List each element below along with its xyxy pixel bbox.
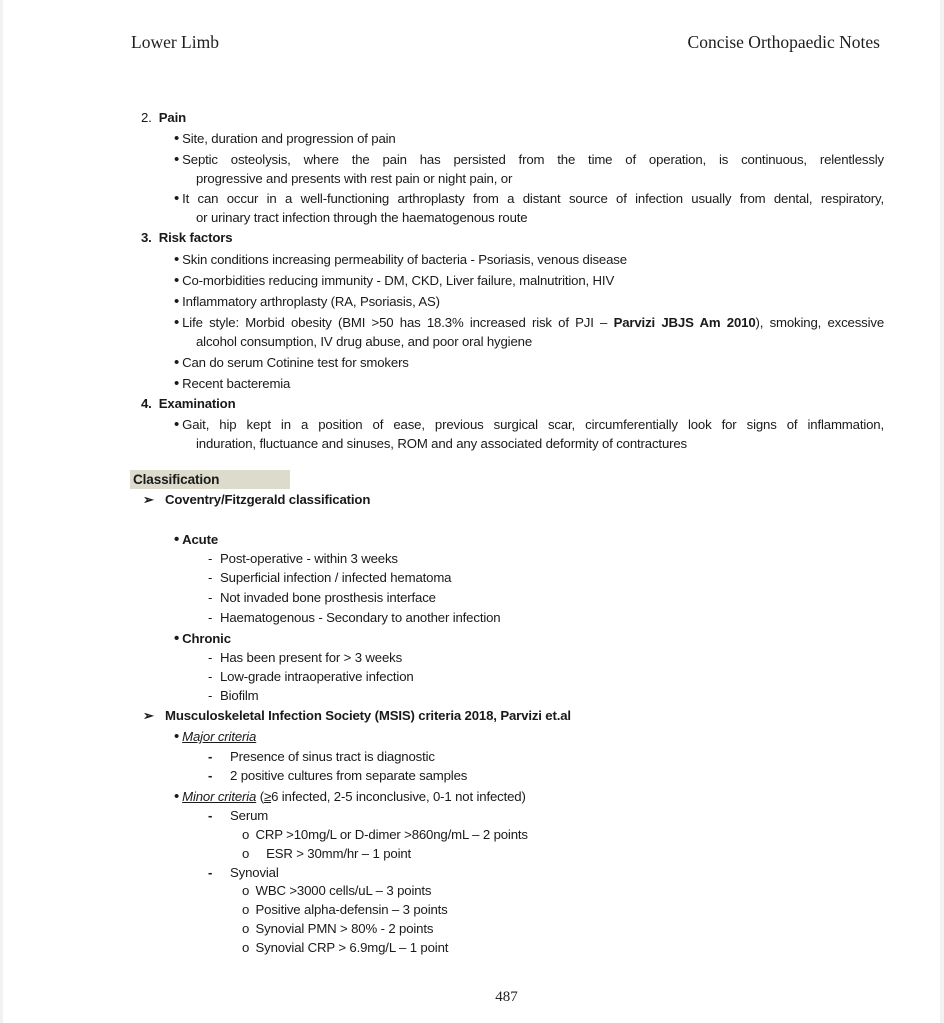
text-run: Serum: [230, 808, 269, 823]
page-number: 487: [495, 989, 518, 1005]
text-run: Site, duration and progression of pain: [182, 131, 396, 146]
list-item: [208, 549, 398, 569]
acute-label: [174, 530, 218, 550]
citation: Parvizi JBJS Am 2010: [613, 315, 756, 330]
list-item: [174, 189, 884, 209]
text-run: -: [208, 650, 213, 665]
list-item: [242, 825, 528, 845]
text-run: 2.: [141, 110, 152, 125]
text-run: o: [242, 902, 250, 917]
text-run: Synovial PMN > 80% - 2 points: [255, 921, 434, 936]
text-run: Recent bacteremia: [182, 376, 291, 391]
text-run: 2 positive cultures from separate samples: [230, 768, 468, 783]
coventry-heading: [143, 490, 370, 510]
text-run: Low-grade intraoperative infection: [220, 669, 414, 684]
text-run: Presence of sinus tract is diagnostic: [230, 749, 435, 764]
text-run: -: [208, 590, 213, 605]
text-run: Inflammatory arthroplasty (RA, Psoriasis, AS): [182, 294, 440, 309]
text-run: ≥: [263, 789, 272, 804]
text-run: o: [242, 883, 250, 898]
list-item-continuation: or urinary tract infection through the haematogenous route: [196, 210, 528, 225]
major-criteria-label: [174, 727, 256, 747]
list-item: [174, 250, 627, 270]
list-item: [174, 353, 409, 373]
text-run: Minor criteria: [182, 789, 257, 804]
list-item: [208, 568, 451, 588]
list-item: [242, 919, 433, 939]
text-run: Superficial infection / infected hematoma: [220, 570, 452, 585]
text-run: Haematogenous - Secondary to another infection: [220, 610, 501, 625]
list-item-continuation: alcohol consumption, IV drug abuse, and poor oral hygiene: [196, 334, 533, 349]
list-item: [174, 415, 884, 435]
text-run: -: [208, 688, 213, 703]
list-item: [208, 686, 259, 706]
list-item: [208, 766, 467, 786]
text-run: Post-operative - within 3 weeks: [220, 551, 398, 566]
text-run: Septic osteolysis, where the pain has persisted from the time of operation, is continuous, relentlessly: [182, 152, 884, 167]
text-run: -: [208, 865, 213, 880]
list-item: [208, 667, 414, 687]
section-exam-heading: [141, 394, 236, 414]
list-item: [174, 150, 884, 170]
list-item: [174, 313, 884, 333]
section-risk-heading: [141, 228, 232, 248]
text-run: Chronic: [182, 631, 231, 646]
text-run: Pain: [158, 110, 186, 125]
synovial-label: [208, 863, 279, 883]
text-run: Life style: Morbid obesity (BMI >50 has 18.3% increased risk of PJI –: [182, 315, 614, 330]
text-run: -: [208, 610, 213, 625]
arrow-bullet-icon: ➢: [143, 708, 154, 723]
msis-heading: [143, 706, 571, 726]
text-run: (: [256, 789, 264, 804]
text-run: -: [208, 749, 213, 764]
text-run: 6 infected, 2-5 inconclusive, 0-1 not infected): [271, 789, 526, 804]
text-run: ESR > 30mm/hr – 1 point: [266, 846, 412, 861]
text-run: -: [208, 768, 213, 783]
running-header-right: Concise Orthopaedic Notes: [687, 32, 880, 52]
list-item: [174, 292, 440, 312]
text-run: -: [208, 669, 213, 684]
text-run: Coventry/Fitzgerald classification: [165, 492, 371, 507]
list-item: [208, 747, 435, 767]
text-run: Acute: [182, 532, 218, 547]
document-page: [3, 0, 940, 1023]
text-run: o: [242, 827, 250, 842]
text-run: o: [242, 846, 250, 861]
text-run: Biofilm: [220, 688, 259, 703]
classification-heading: Classification: [130, 470, 290, 489]
list-item: [242, 938, 448, 958]
list-item: [242, 844, 411, 864]
text-run: o: [242, 940, 250, 955]
text-run: ), smoking, excessive: [755, 315, 885, 330]
text-run: CRP >10mg/L or D-dimer >860ng/mL – 2 points: [255, 827, 528, 842]
text-run: Examination: [158, 396, 236, 411]
text-run: Not invaded bone prosthesis interface: [220, 590, 436, 605]
list-item-continuation: progressive and presents with rest pain or night pain, or: [196, 171, 513, 186]
text-run: Positive alpha-defensin – 3 points: [255, 902, 448, 917]
text-run: Synovial: [230, 865, 279, 880]
list-item: [242, 900, 448, 920]
arrow-bullet-icon: ➢: [143, 492, 154, 507]
running-header-left: Lower Limb: [131, 32, 219, 52]
text-run: Has been present for > 3 weeks: [220, 650, 403, 665]
list-item: [174, 271, 614, 291]
list-item: [208, 648, 402, 668]
minor-criteria-label: [174, 787, 526, 807]
text-run: -: [208, 551, 213, 566]
list-item: [242, 881, 431, 901]
text-run: Can do serum Cotinine test for smokers: [182, 355, 409, 370]
text-run: Co-morbidities reducing immunity - DM, CKD, Liver failure, malnutrition, HIV: [182, 273, 615, 288]
list-item: [174, 374, 290, 394]
text-run: -: [208, 808, 213, 823]
chronic-label: [174, 629, 231, 649]
list-item-continuation: induration, fluctuance and sinuses, ROM and any associated deformity of contractures: [196, 436, 687, 451]
text-run: WBC >3000 cells/uL – 3 points: [255, 883, 432, 898]
list-item: [174, 129, 396, 149]
text-run: o: [242, 921, 250, 936]
text-run: Skin conditions increasing permeability of bacteria - Psoriasis, venous disease: [182, 252, 627, 267]
text-run: Musculoskeletal Infection Society (MSIS) criteria 2018, Parvizi et.al: [165, 708, 571, 723]
text-run: 4.: [141, 396, 152, 411]
serum-label: [208, 806, 268, 826]
section-pain-heading: [141, 108, 186, 128]
text-run: 3.: [141, 230, 152, 245]
list-item: [208, 588, 436, 608]
text-run: Major criteria: [182, 729, 257, 744]
text-run: Risk factors: [158, 230, 233, 245]
text-run: Synovial CRP > 6.9mg/L – 1 point: [255, 940, 449, 955]
text-run: Gait, hip kept in a position of ease, previous surgical scar, circumferentially look for signs of inflammation,: [182, 417, 884, 432]
list-item: [208, 608, 500, 628]
text-run: It can occur in a well-functioning arthroplasty from a distant source of infection usually from dental, respiratory,: [182, 191, 884, 206]
text-run: -: [208, 570, 213, 585]
